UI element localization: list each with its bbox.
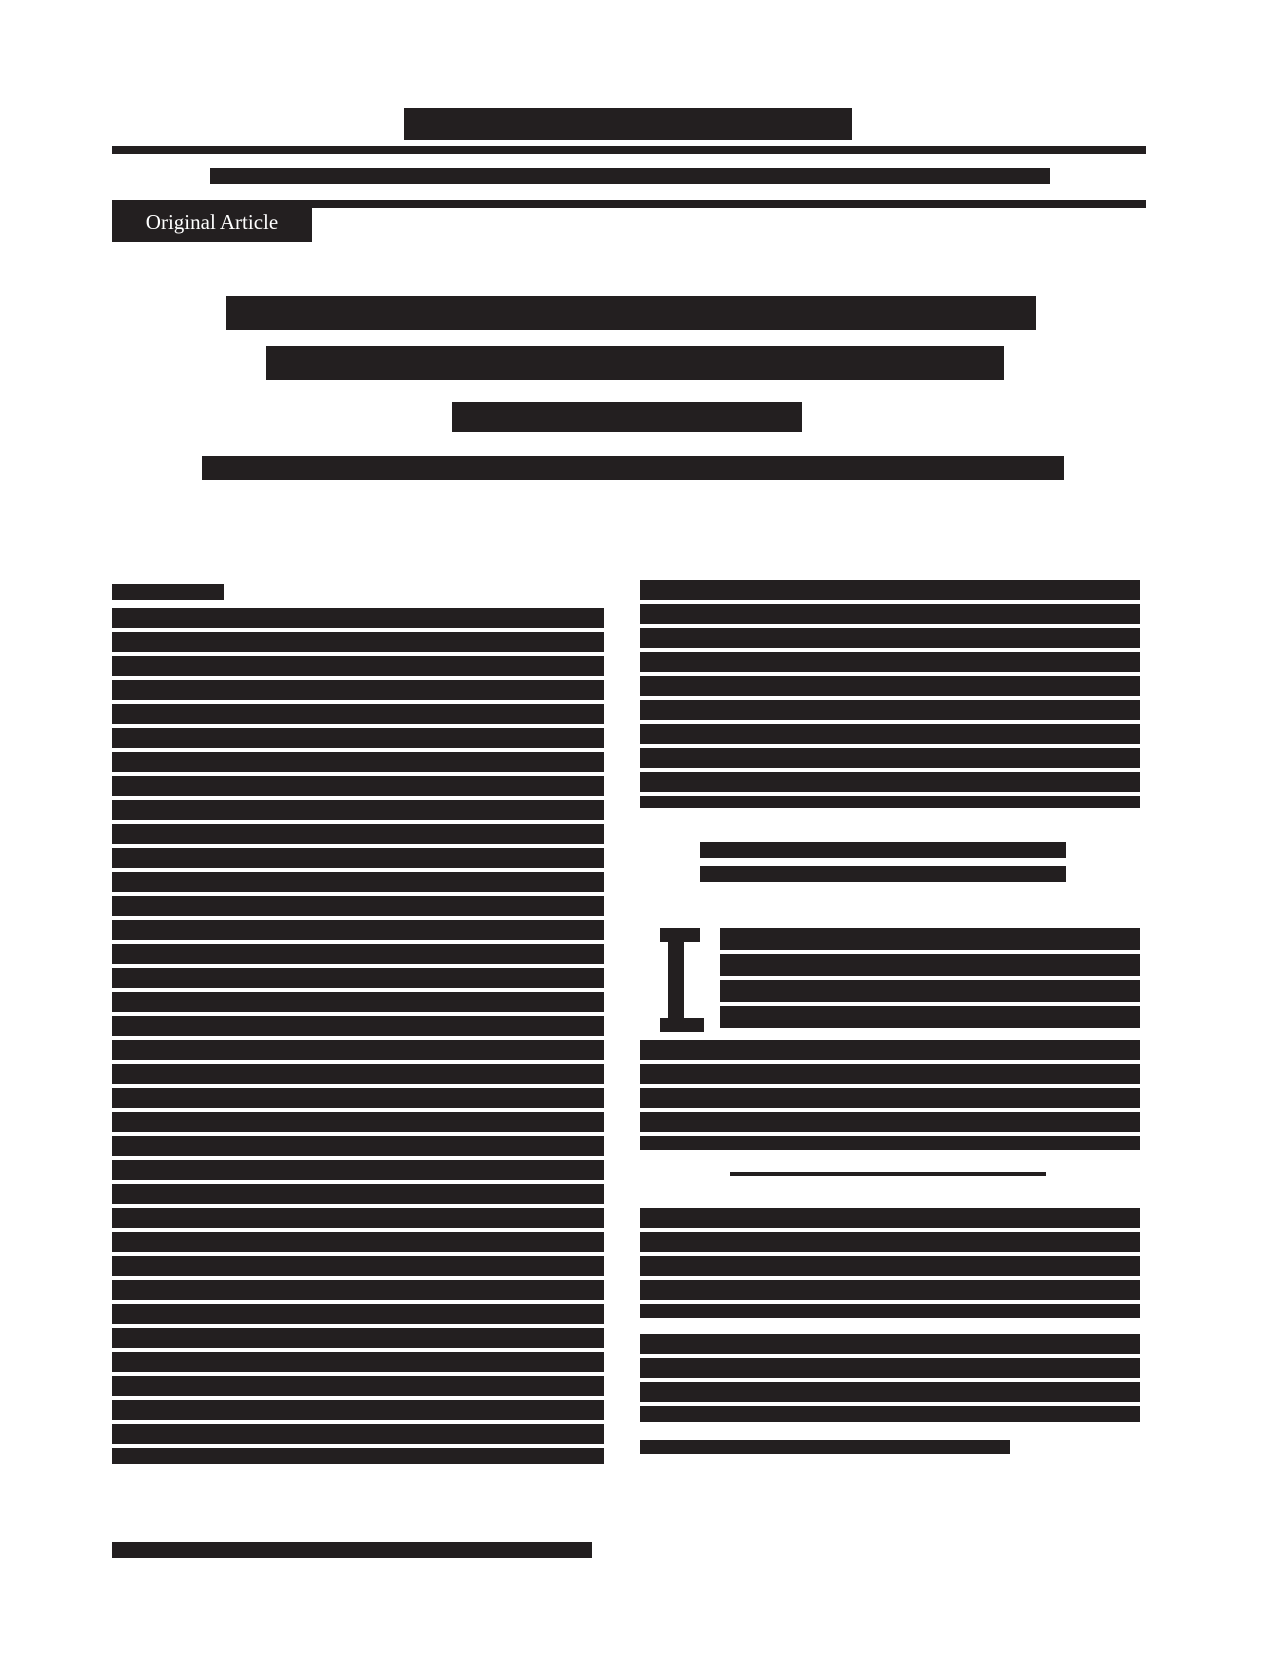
intro-text-redacted (720, 928, 1140, 1032)
title-line-1-redacted (226, 296, 1036, 330)
right-lower-text-2-redacted (640, 1334, 1140, 1422)
masthead-subtitle-redacted (210, 168, 1050, 184)
article-type-label (112, 202, 312, 242)
right-top-text-redacted (640, 580, 1140, 808)
right-lower-text-redacted (640, 1208, 1140, 1318)
intro-text-continued-redacted (640, 1040, 1140, 1150)
centered-note-redacted (700, 842, 1066, 884)
drop-cap-letter (660, 928, 704, 1032)
abstract-text-block-redacted (112, 608, 604, 1464)
masthead-rule-top (112, 146, 1146, 154)
author-line-redacted (202, 456, 1064, 480)
section-separator-rule (730, 1172, 1046, 1176)
journal-title-redacted (404, 108, 852, 140)
title-line-2-redacted (266, 346, 1004, 380)
article-type-text: Original Article (145, 209, 279, 234)
abstract-heading-redacted (112, 584, 224, 600)
footnote-redacted (640, 1440, 1010, 1454)
title-line-3-redacted (452, 402, 802, 432)
footer-citation-redacted (112, 1542, 592, 1558)
